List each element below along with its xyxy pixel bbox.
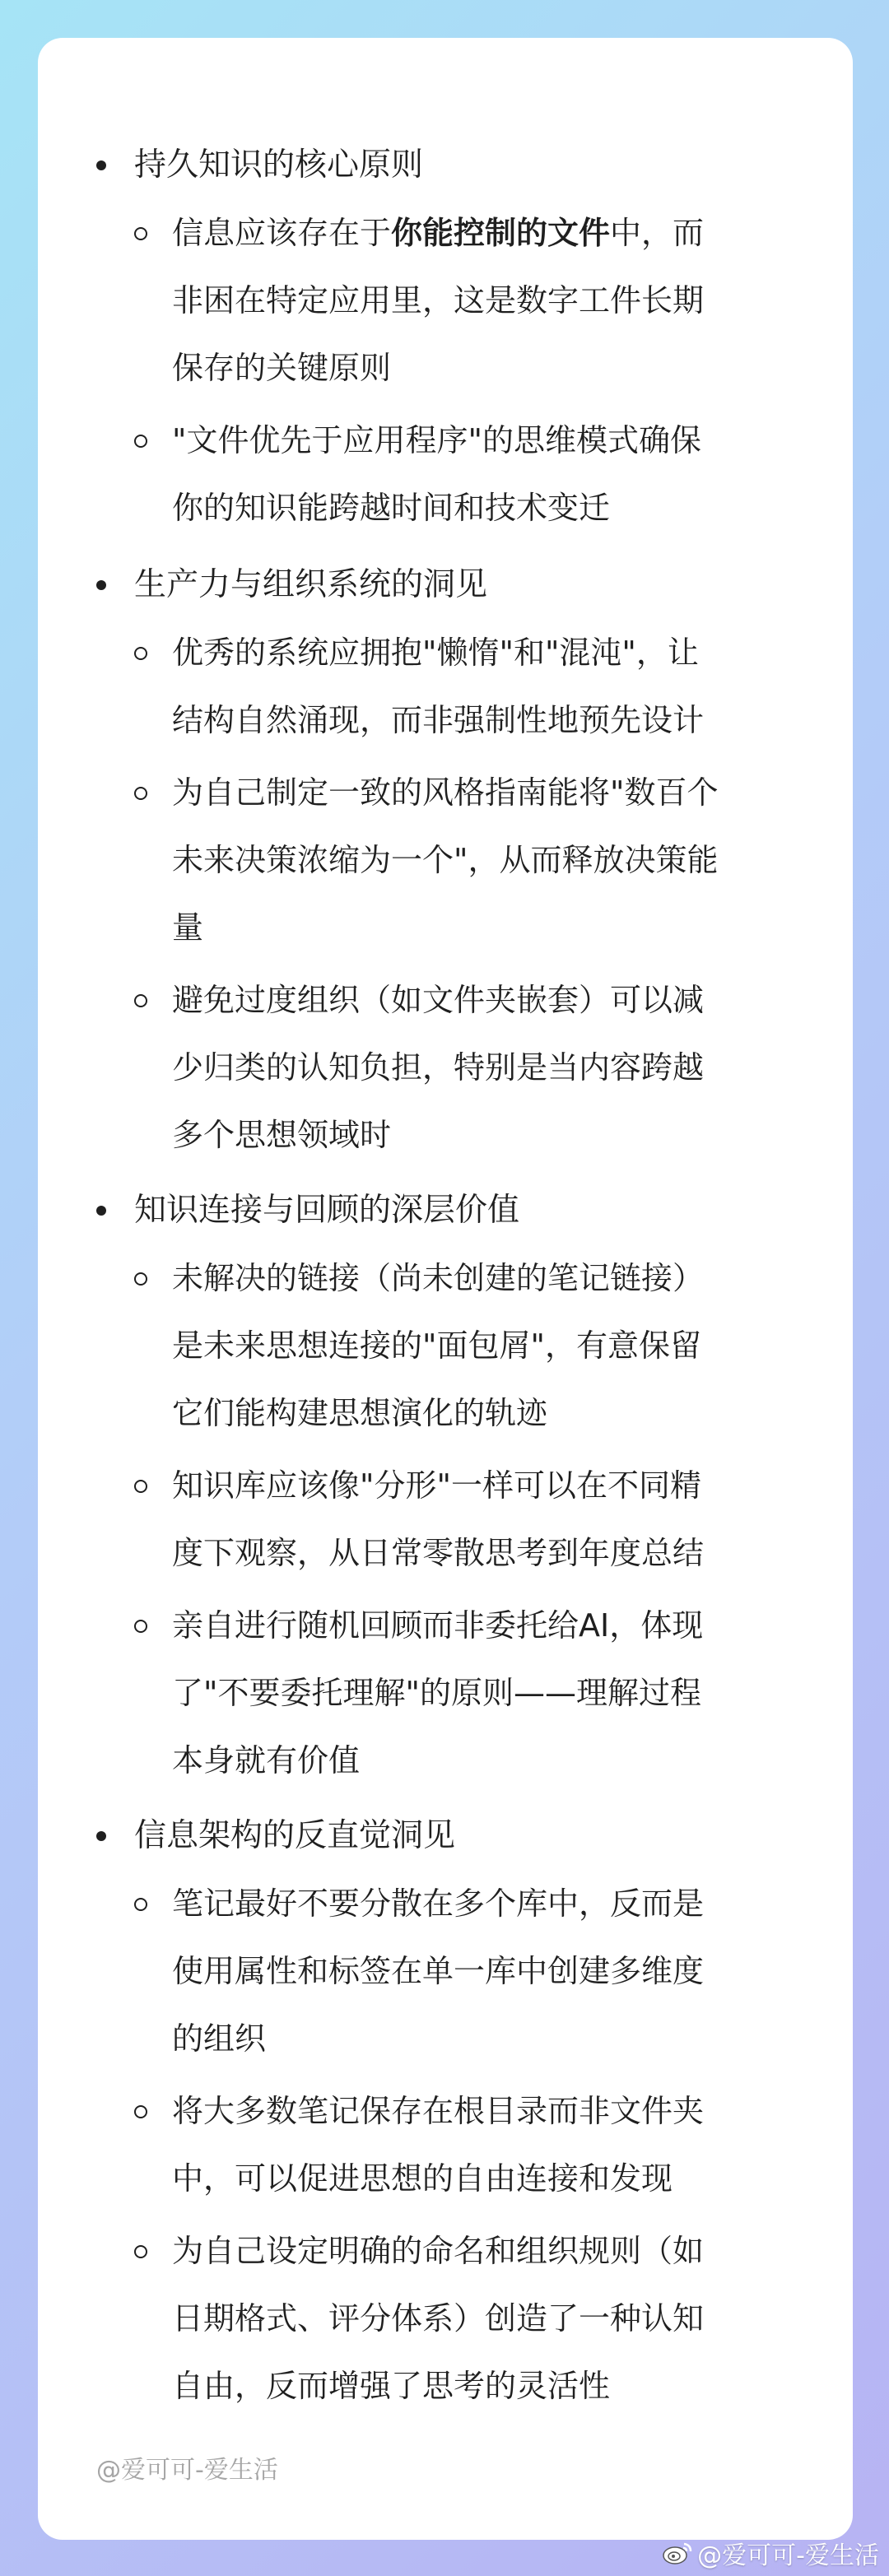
item-text-line: 避免过度组织（如文件夹嵌套）可以减 xyxy=(172,982,705,1018)
section-title-text: 生产力与组织系统的洞见 xyxy=(134,566,488,603)
weibo-watermark-text: @爱可可-爱生活 xyxy=(697,2541,879,2570)
section-title-text: 知识连接与回顾的深层价值 xyxy=(134,1192,520,1229)
sub-list-item xyxy=(38,966,853,1169)
item-text-line: 的组织 xyxy=(172,2020,267,2057)
outline-section xyxy=(38,1802,853,2420)
hollow-bullet-icon xyxy=(134,1480,147,1493)
item-text-line: "文件优先于应用程序"的思维模式确保 xyxy=(172,422,701,458)
sub-list-item xyxy=(38,1592,853,1794)
hollow-bullet-icon xyxy=(134,994,147,1007)
section-title-text: 持久知识的核心原则 xyxy=(134,146,424,184)
hollow-bullet-icon xyxy=(134,1620,147,1633)
item-text-line: 少归类的认知负担，特别是当内容跨越 xyxy=(172,1049,705,1086)
sub-list-item xyxy=(38,1870,853,2072)
content-card xyxy=(38,38,853,2540)
weibo-watermark xyxy=(661,2535,879,2571)
sub-list-item xyxy=(38,1244,853,1447)
item-text-line: 你的知识能跨越时间和技术变迁 xyxy=(172,490,611,526)
sub-list xyxy=(38,199,853,542)
section-title xyxy=(38,551,853,619)
section-title xyxy=(38,1802,853,1870)
hollow-bullet-icon xyxy=(134,227,147,240)
item-text-line: 中，可以促进思想的自由连接和发现 xyxy=(172,2160,673,2197)
outline-section xyxy=(38,1177,853,1794)
bullet-dot-icon xyxy=(96,580,106,590)
item-text-line: 亲自进行随机回顾而非委托给AI，体现 xyxy=(172,1607,704,1644)
sub-list-item xyxy=(38,407,853,542)
section-title-text: 信息架构的反直觉洞见 xyxy=(134,1817,456,1854)
hollow-bullet-icon xyxy=(134,2105,147,2118)
item-text-plain: 信息应该存在于 xyxy=(172,215,392,251)
section-title xyxy=(38,132,853,199)
sub-list-item xyxy=(38,1452,853,1587)
bullet-dot-icon xyxy=(96,160,106,170)
item-text-line: 了"不要委托理解"的原则——理解过程 xyxy=(172,1675,701,1711)
item-text-plain: 中，而 xyxy=(610,215,705,251)
sub-list-item xyxy=(38,2077,853,2212)
item-text-line: 将大多数笔记保存在根目录而非文件夹 xyxy=(172,2093,705,2129)
hollow-bullet-icon xyxy=(134,1898,147,1911)
item-text-line: 为自己设定明确的命名和组织规则（如 xyxy=(172,2233,705,2269)
item-text-line xyxy=(172,199,803,267)
item-text-line: 结构自然涌现，而非强制性地预先设计 xyxy=(172,702,705,738)
hollow-bullet-icon xyxy=(134,435,147,448)
sub-list-item xyxy=(38,619,853,754)
item-text-line: 日期格式、评分体系）创造了一种认知 xyxy=(172,2300,705,2337)
item-text-line: 本身就有价值 xyxy=(172,1742,361,1779)
item-text-line: 保存的关键原则 xyxy=(172,350,392,386)
item-text-line: 笔记最好不要分散在多个库中，反而是 xyxy=(172,1886,705,1922)
sub-list-item xyxy=(38,199,853,402)
item-text-line: 是未来思想连接的"面包屑"，有意保留 xyxy=(172,1328,701,1364)
hollow-bullet-icon xyxy=(134,2245,147,2258)
sub-list-item xyxy=(38,2217,853,2420)
sub-list xyxy=(38,619,853,1169)
section-title xyxy=(38,1177,853,1244)
outline-section xyxy=(38,132,853,542)
item-text-line: 非困在特定应用里，这是数字工件长期 xyxy=(172,282,705,319)
sub-list xyxy=(38,1870,853,2420)
item-text-line: 它们能构建思想演化的轨迹 xyxy=(172,1395,548,1431)
item-text-line: 多个思想领域时 xyxy=(172,1117,392,1153)
hollow-bullet-icon xyxy=(134,1272,147,1286)
weibo-icon xyxy=(661,2540,694,2566)
sub-list-item xyxy=(38,759,853,961)
item-text-bold: 你能控制的文件 xyxy=(391,215,611,251)
item-text-line: 量 xyxy=(172,909,204,946)
item-text-line: 知识库应该像"分形"一样可以在不同精 xyxy=(172,1467,701,1504)
item-text-line: 优秀的系统应拥抱"懒惰"和"混沌"，让 xyxy=(172,635,699,671)
item-text-line: 为自己制定一致的风格指南能将"数百个 xyxy=(172,774,719,811)
item-text-line: 未来决策浓缩为一个"，从而释放决策能 xyxy=(172,842,719,878)
item-text-line: 度下观察，从日常零散思考到年度总结 xyxy=(172,1535,705,1571)
hollow-bullet-icon xyxy=(134,647,147,660)
item-text-line: 未解决的链接（尚未创建的笔记链接） xyxy=(172,1260,705,1296)
bullet-dot-icon xyxy=(96,1206,106,1216)
sub-list xyxy=(38,1244,853,1794)
card-watermark: @爱可可-爱生活 xyxy=(96,2456,278,2485)
item-text-line: 使用属性和标签在单一库中创建多维度 xyxy=(172,1953,705,1989)
outline-section xyxy=(38,551,853,1169)
item-text-line: 自由，反而增强了思考的灵活性 xyxy=(172,2368,611,2404)
hollow-bullet-icon xyxy=(134,787,147,800)
bullet-dot-icon xyxy=(96,1831,106,1841)
